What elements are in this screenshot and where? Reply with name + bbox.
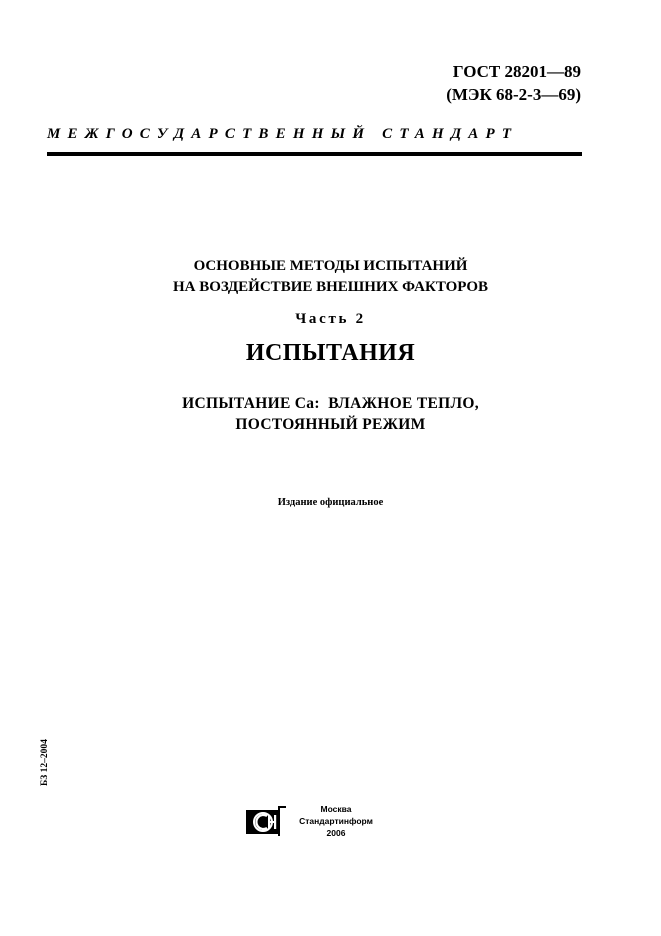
publisher-info — [296, 803, 376, 839]
publisher-city: Москва — [320, 804, 352, 814]
header-divider — [47, 152, 582, 156]
iec-reference: (МЭК 68-2-3—69) — [446, 85, 581, 104]
publisher-name: Стандартинформ — [299, 816, 373, 826]
side-code: БЗ 12–2004 — [40, 739, 50, 786]
title-line-1: ОСНОВНЫЕ МЕТОДЫ ИСПЫТАНИЙ — [193, 258, 468, 274]
document-title — [0, 256, 661, 298]
title-line-2: НА ВОЗДЕЙСТВИЕ ВНЕШНИХ ФАКТОРОВ — [172, 279, 489, 295]
publisher-year: 2006 — [326, 828, 346, 838]
edition-label: Издание официальное — [277, 497, 384, 508]
publisher-logo-icon — [246, 806, 286, 836]
sub-title — [0, 393, 661, 435]
main-title: ИСПЫТАНИЯ — [245, 340, 416, 366]
sub-title-line-1: ИСПЫТАНИЕ Са: ВЛАЖНОЕ ТЕПЛО, — [182, 395, 479, 412]
sub-title-line-2: ПОСТОЯННЫЙ РЕЖИМ — [235, 416, 426, 433]
part-number: Часть 2 — [295, 311, 366, 327]
standard-type-heading: МЕЖГОСУДАРСТВЕННЫЙ СТАНДАРТ — [47, 126, 519, 142]
standard-designation — [446, 60, 581, 106]
gost-number: ГОСТ 28201—89 — [452, 62, 581, 81]
